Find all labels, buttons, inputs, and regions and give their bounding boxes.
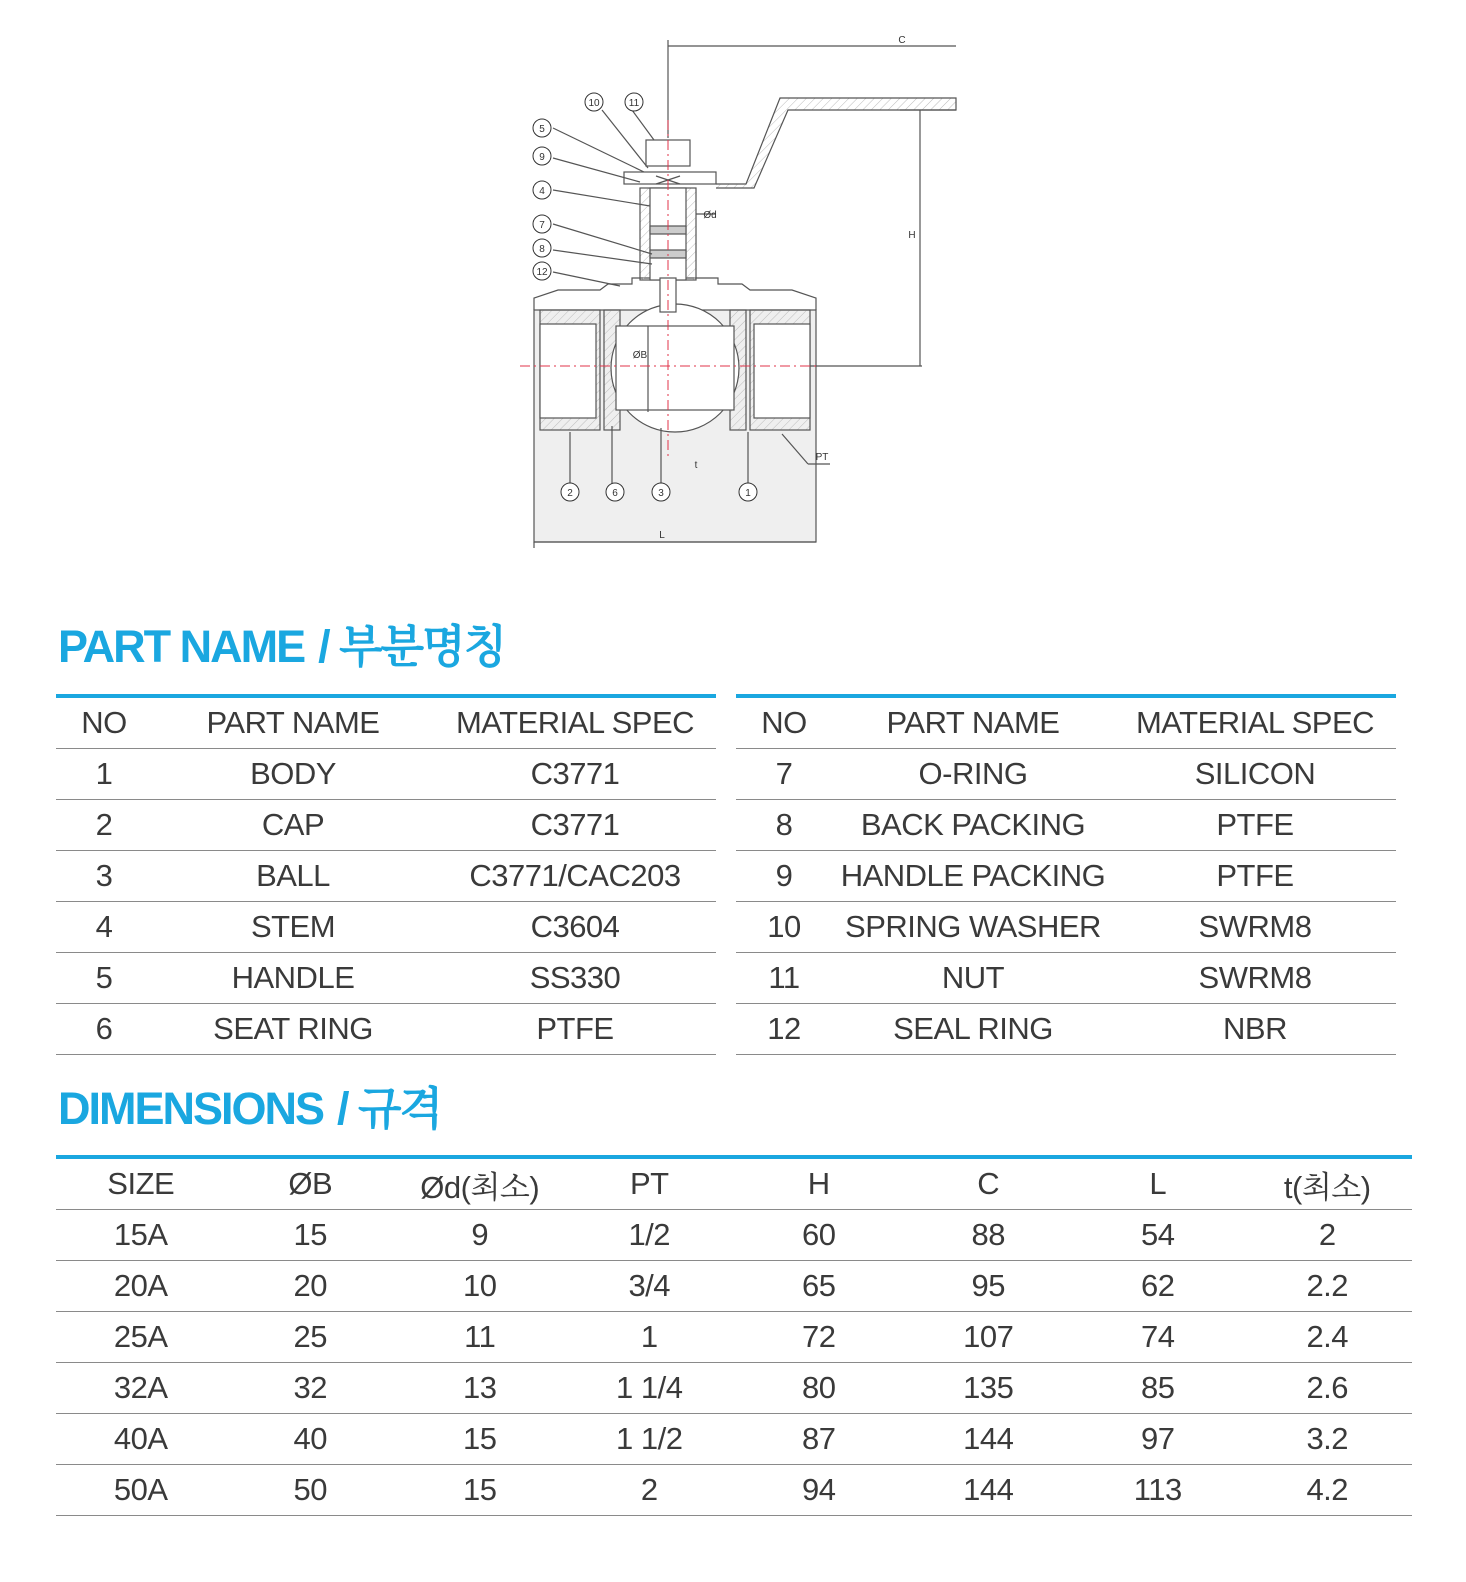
table-row <box>56 749 716 800</box>
col-no: NO <box>56 696 152 749</box>
col-part-name: PART NAME <box>832 696 1114 749</box>
cell: 94 <box>734 1465 904 1516</box>
cell-spec: C3771 <box>434 749 716 800</box>
cell-spec: C3771 <box>434 800 716 851</box>
balloon-11 <box>625 93 643 111</box>
svg-text:11: 11 <box>628 98 640 109</box>
svg-text:3: 3 <box>658 488 664 499</box>
cell: 20A <box>56 1261 226 1312</box>
cell: 65 <box>734 1261 904 1312</box>
cell-no: 11 <box>736 953 832 1004</box>
cell: 9 <box>395 1210 565 1261</box>
cell: 50A <box>56 1465 226 1516</box>
cell: 4.2 <box>1243 1465 1413 1516</box>
cell: 1 <box>565 1312 735 1363</box>
cell-name: SPRING WASHER <box>832 902 1114 953</box>
cell-name: SEAT RING <box>152 1004 434 1055</box>
cell: 1/2 <box>565 1210 735 1261</box>
cell: 2.6 <box>1243 1363 1413 1414</box>
svg-text:6: 6 <box>612 488 618 499</box>
dim-label-t: t <box>694 460 698 471</box>
balloon-6 <box>606 483 624 501</box>
cell: 97 <box>1073 1414 1243 1465</box>
table-row <box>56 1210 1412 1261</box>
cell: 15 <box>395 1414 565 1465</box>
dim-label-h: H <box>908 230 916 241</box>
dimensions-title: DIMENSIONS <box>58 1083 324 1134</box>
cell-no: 4 <box>56 902 152 953</box>
col-h: H <box>734 1157 904 1210</box>
cell-name: BALL <box>152 851 434 902</box>
cell-name: SEAL RING <box>832 1004 1114 1055</box>
svg-text:12: 12 <box>536 267 548 278</box>
dim-label-c: C <box>898 35 906 46</box>
table-row <box>736 902 1396 953</box>
cell-spec: PTFE <box>434 1004 716 1055</box>
cell: 25 <box>226 1312 396 1363</box>
cell-no: 5 <box>56 953 152 1004</box>
cell-no: 10 <box>736 902 832 953</box>
dim-label-l: L <box>659 530 665 541</box>
col-material-spec: MATERIAL SPEC <box>434 696 716 749</box>
cell: 15 <box>226 1210 396 1261</box>
col-material-spec: MATERIAL SPEC <box>1114 696 1396 749</box>
parts-table-right <box>736 694 1396 1055</box>
cell: 80 <box>734 1363 904 1414</box>
cell: 74 <box>1073 1312 1243 1363</box>
balloon-4 <box>533 181 551 199</box>
cell-spec: NBR <box>1114 1004 1396 1055</box>
col-part-name: PART NAME <box>152 696 434 749</box>
cell-no: 6 <box>56 1004 152 1055</box>
cell-spec: SWRM8 <box>1114 953 1396 1004</box>
cell-name: BODY <box>152 749 434 800</box>
dimensions-subtitle: / 규격 <box>337 1083 441 1134</box>
col-b: ØB <box>226 1157 396 1210</box>
balloon-10 <box>585 93 603 111</box>
table-row <box>56 1004 716 1055</box>
cell: 32 <box>226 1363 396 1414</box>
cell: 2 <box>565 1465 735 1516</box>
cell: 13 <box>395 1363 565 1414</box>
svg-text:8: 8 <box>539 244 545 255</box>
table-row <box>736 851 1396 902</box>
cell-no: 12 <box>736 1004 832 1055</box>
cell: 11 <box>395 1312 565 1363</box>
table-header-row <box>736 696 1396 749</box>
dim-label-b: ØB <box>632 350 648 361</box>
cell-no: 2 <box>56 800 152 851</box>
cell: 15A <box>56 1210 226 1261</box>
balloon-1 <box>739 483 757 501</box>
cell-no: 8 <box>736 800 832 851</box>
svg-text:9: 9 <box>539 152 545 163</box>
cell: 60 <box>734 1210 904 1261</box>
part-name-subtitle: / 부분명칭 <box>318 621 506 672</box>
cell-spec: PTFE <box>1114 851 1396 902</box>
col-l: L <box>1073 1157 1243 1210</box>
table-row <box>56 800 716 851</box>
table-row <box>56 953 716 1004</box>
cell: 85 <box>1073 1363 1243 1414</box>
svg-text:5: 5 <box>539 124 545 135</box>
svg-text:10: 10 <box>588 98 600 109</box>
table-row <box>56 1363 1412 1414</box>
cell: 144 <box>904 1414 1074 1465</box>
dimensions-heading <box>58 1072 441 1137</box>
dimensions-table <box>56 1155 1412 1516</box>
parts-table-left <box>56 694 716 1055</box>
cell-no: 1 <box>56 749 152 800</box>
cell: 50 <box>226 1465 396 1516</box>
cell: 107 <box>904 1312 1074 1363</box>
col-c: C <box>904 1157 1074 1210</box>
cell: 40 <box>226 1414 396 1465</box>
table-header-row <box>56 1157 1412 1210</box>
cell-name: BACK PACKING <box>832 800 1114 851</box>
table-row <box>736 749 1396 800</box>
cell-spec: C3604 <box>434 902 716 953</box>
cell-name: CAP <box>152 800 434 851</box>
cell: 2 <box>1243 1210 1413 1261</box>
cell-spec: SWRM8 <box>1114 902 1396 953</box>
cell: 32A <box>56 1363 226 1414</box>
dim-label-d: Ød <box>703 210 717 221</box>
cell: 95 <box>904 1261 1074 1312</box>
part-name-title: PART NAME <box>58 621 305 672</box>
cell-name: HANDLE PACKING <box>832 851 1114 902</box>
cell-spec: SS330 <box>434 953 716 1004</box>
cell: 1 1/4 <box>565 1363 735 1414</box>
svg-text:7: 7 <box>539 220 545 231</box>
cell: 25A <box>56 1312 226 1363</box>
col-t-min: t(최소) <box>1243 1157 1413 1210</box>
cell-name: NUT <box>832 953 1114 1004</box>
balloon-5 <box>533 119 551 137</box>
table-row <box>736 953 1396 1004</box>
table-row <box>736 1004 1396 1055</box>
cell-spec: SILICON <box>1114 749 1396 800</box>
svg-text:4: 4 <box>539 186 545 197</box>
cell: 40A <box>56 1414 226 1465</box>
table-header-row <box>56 696 716 749</box>
balloon-9 <box>533 147 551 165</box>
cell: 20 <box>226 1261 396 1312</box>
cell-name: O-RING <box>832 749 1114 800</box>
col-no: NO <box>736 696 832 749</box>
cell-no: 9 <box>736 851 832 902</box>
cell: 72 <box>734 1312 904 1363</box>
cell: 2.2 <box>1243 1261 1413 1312</box>
cell: 135 <box>904 1363 1074 1414</box>
table-row <box>56 1465 1412 1516</box>
table-row <box>56 902 716 953</box>
cell: 15 <box>395 1465 565 1516</box>
ball-valve-drawing <box>520 28 980 556</box>
table-row <box>56 1312 1412 1363</box>
cell: 87 <box>734 1414 904 1465</box>
balloon-7 <box>533 215 551 233</box>
cell: 62 <box>1073 1261 1243 1312</box>
balloon-8 <box>533 239 551 257</box>
svg-text:2: 2 <box>567 488 573 499</box>
col-pt: PT <box>565 1157 735 1210</box>
table-row <box>56 1261 1412 1312</box>
cell: 10 <box>395 1261 565 1312</box>
cell: 1 1/2 <box>565 1414 735 1465</box>
cell-spec: C3771/CAC203 <box>434 851 716 902</box>
cell: 3/4 <box>565 1261 735 1312</box>
col-d-min: Ød(최소) <box>395 1157 565 1210</box>
cell: 144 <box>904 1465 1074 1516</box>
balloon-12 <box>533 262 551 280</box>
part-name-heading <box>58 610 505 675</box>
cell: 88 <box>904 1210 1074 1261</box>
cell-no: 3 <box>56 851 152 902</box>
svg-text:1: 1 <box>745 488 751 499</box>
table-row <box>56 851 716 902</box>
cell: 54 <box>1073 1210 1243 1261</box>
cell-spec: PTFE <box>1114 800 1396 851</box>
table-row <box>736 800 1396 851</box>
balloon-2 <box>561 483 579 501</box>
col-size: SIZE <box>56 1157 226 1210</box>
dim-label-pt: PT <box>815 452 829 463</box>
cell-name: STEM <box>152 902 434 953</box>
cell-no: 7 <box>736 749 832 800</box>
cell: 113 <box>1073 1465 1243 1516</box>
table-row <box>56 1414 1412 1465</box>
cell: 3.2 <box>1243 1414 1413 1465</box>
cell: 2.4 <box>1243 1312 1413 1363</box>
balloon-3 <box>652 483 670 501</box>
cell-name: HANDLE <box>152 953 434 1004</box>
